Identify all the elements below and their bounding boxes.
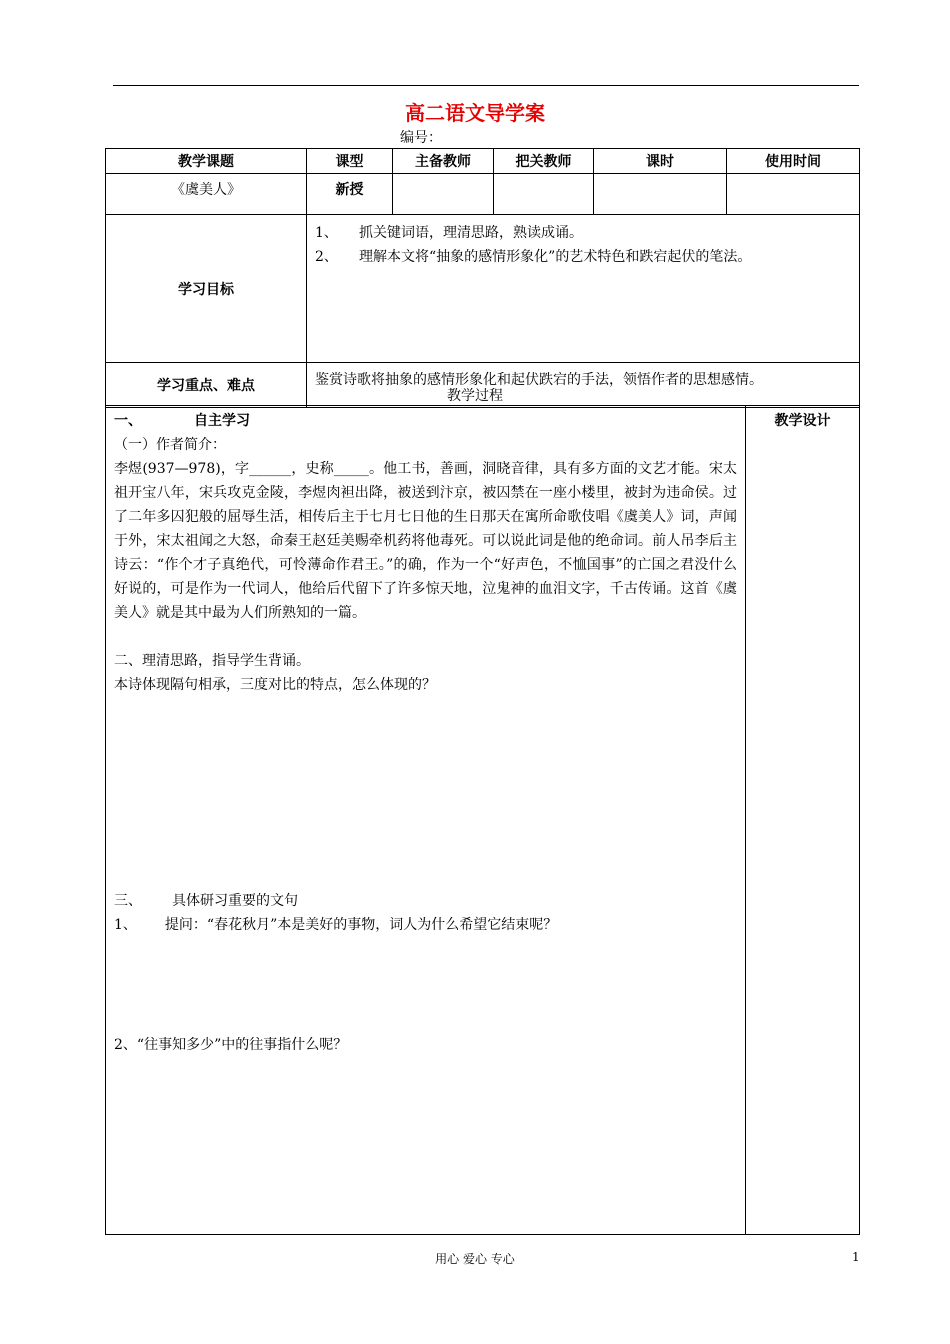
lead-teacher-cell [393,174,494,215]
spacer [114,625,737,649]
lesson-type-cell: 新授 [307,174,393,215]
footer-text: 用心 爱心 专心 [435,1252,515,1266]
question-1-number: 1、 [114,917,137,933]
section-1-number: 一、 [114,413,142,429]
header-cell-review-teacher: 把关教师 [494,149,594,174]
goal-number: 2、 [315,249,338,265]
section-3-title: 具体研习重要的文句 [172,893,298,909]
goal-item [315,221,851,245]
question-1-text: 提问：“春花秋月”本是美好的事物，词人为什么希望它结束呢？ [164,917,558,933]
answer-space [114,697,737,865]
goal-text: 理解本文将“抽象的感情形象化”的艺术特色和跌宕起伏的笔法。 [359,249,752,265]
question-1 [114,913,737,937]
section-3-number: 三、 [114,893,142,909]
header-rule [113,85,859,86]
info-value-row [106,174,860,215]
author-intro-heading: （一）作者简介： [114,437,226,453]
answer-space [114,937,737,1033]
section-3-heading [114,889,737,913]
info-table [105,148,860,408]
topic-cell: 《虞美人》 [106,174,307,215]
process-title: 教学过程 [447,388,503,404]
review-teacher-cell [494,174,594,215]
process-table [105,405,860,1235]
teaching-design-cell: 教学设计 [746,406,860,1235]
info-header-row [106,149,860,174]
key-points-text: 鉴赏诗歌将抽象的感情形象化和起伏跌宕的手法，领悟作者的思想感情。 [307,363,860,408]
question-2: 2、“往事知多少”中的往事指什么呢？ [114,1037,348,1053]
goal-text: 抓关键词语，理清思路，熟读成诵。 [359,225,583,241]
spacer [114,865,737,889]
section-2-heading: 二、理清思路，指导学生背诵。 [114,653,310,669]
page-number: 1 [852,1250,860,1264]
goal-item [315,245,851,269]
page-title: 高二语文导学案 [405,101,545,125]
section-1-title: 自主学习 [194,413,250,429]
header-cell-topic: 教学课题 [106,149,307,174]
goals-label: 学习目标 [106,215,307,363]
date-cell [727,174,860,215]
goal-number: 1、 [315,225,338,241]
key-points-label: 学习重点、难点 [106,363,307,408]
section-1-heading [114,409,737,433]
header-cell-type: 课型 [307,149,393,174]
header-cell-periods: 课时 [594,149,727,174]
process-content-cell [106,406,746,1235]
serial-label: 编号： [400,130,442,146]
header-cell-date: 使用时间 [727,149,860,174]
goals-cell [307,215,860,363]
periods-cell [594,174,727,215]
header-cell-lead-teacher: 主备教师 [393,149,494,174]
goals-row [106,215,860,363]
author-bio-paragraph: 李煜(937—978)，字______，史称_____。他工书，善画，洞晓音律，具有多方面的文艺才能。宋太祖开宝八年，宋兵攻克金陵，李煜肉袒出降，被送到汴京，被囚禁在一座小楼里，被封为违命侯。过了二年多囚犯般的屈辱生活，相传后主于七月七日他的生日那天在寓所命歌伎唱《虞美人》词，声闻于外，宋太祖闻之大怒，命秦王赵廷美赐牵机药将他毒死。可以说此词是他的绝命词。前人吊李后主诗云：“作个才子真绝代，可怜薄命作君王。”的确，作为一个“好声色，不恤国事”的亡国之君没什么好说的，可是作为一代词人，他给后代留下了许多惊天地，泣鬼神的血泪文字，千古传诵。这首《虞美人》就是其中最为人们所熟知的一篇。 [114,461,737,621]
section-2-question: 本诗体现隔句相承，三度对比的特点，怎么体现的？ [114,677,436,693]
